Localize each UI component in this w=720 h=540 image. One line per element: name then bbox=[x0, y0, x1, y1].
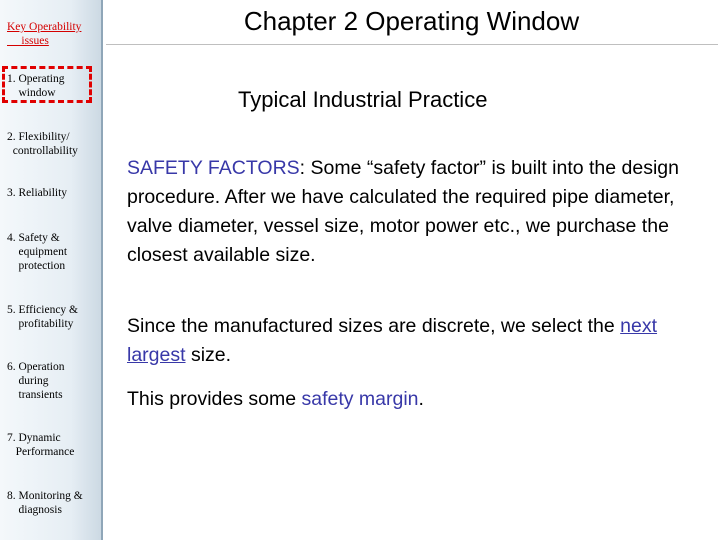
sidebar-item-operating-window[interactable]: 1. Operating window bbox=[7, 73, 65, 99]
safety-factors-text: : Some “safety factor” is built into the design procedure. After we have calculated the required pipe diameter, valve diameter, vessel size, motor power etc., we purchase the closest available size. bbox=[127, 157, 680, 266]
key-issues-header[interactable]: Key Operability issues bbox=[7, 21, 82, 47]
sidebar-item-dynamic-performance[interactable]: 7. Dynamic Performance bbox=[7, 432, 75, 458]
discrete-sizes-paragraph bbox=[127, 312, 702, 370]
sidebar-item-transients[interactable]: 6. Operation during transients bbox=[7, 361, 65, 401]
next-largest-emphasis: next largest bbox=[127, 315, 658, 366]
discrete-sizes-tail: size. bbox=[185, 344, 232, 366]
safety-margin-tail: . bbox=[418, 388, 424, 410]
sidebar-item-monitoring[interactable]: 8. Monitoring & diagnosis bbox=[7, 490, 83, 516]
safety-factors-paragraph bbox=[127, 154, 702, 270]
sidebar-item-flexibility[interactable]: 2. Flexibility/ controllability bbox=[7, 131, 78, 157]
sidebar-item-reliability[interactable]: 3. Reliability bbox=[7, 187, 68, 199]
title-divider bbox=[106, 44, 718, 45]
sidebar bbox=[0, 0, 103, 540]
safety-factors-lead: SAFETY FACTORS bbox=[127, 157, 300, 179]
slide-subtitle: Typical Industrial Practice bbox=[238, 87, 488, 112]
discrete-sizes-text: Since the manufactured sizes are discrete, we select the bbox=[127, 315, 621, 337]
safety-margin-text: This provides some bbox=[127, 388, 302, 410]
safety-margin-paragraph bbox=[127, 385, 702, 414]
sidebar-item-efficiency[interactable]: 5. Efficiency & profitability bbox=[7, 304, 78, 330]
safety-margin-emphasis: safety margin bbox=[301, 388, 419, 410]
slide-title: Chapter 2 Operating Window bbox=[243, 6, 580, 36]
sidebar-item-safety[interactable]: 4. Safety & equipment protection bbox=[7, 232, 68, 272]
